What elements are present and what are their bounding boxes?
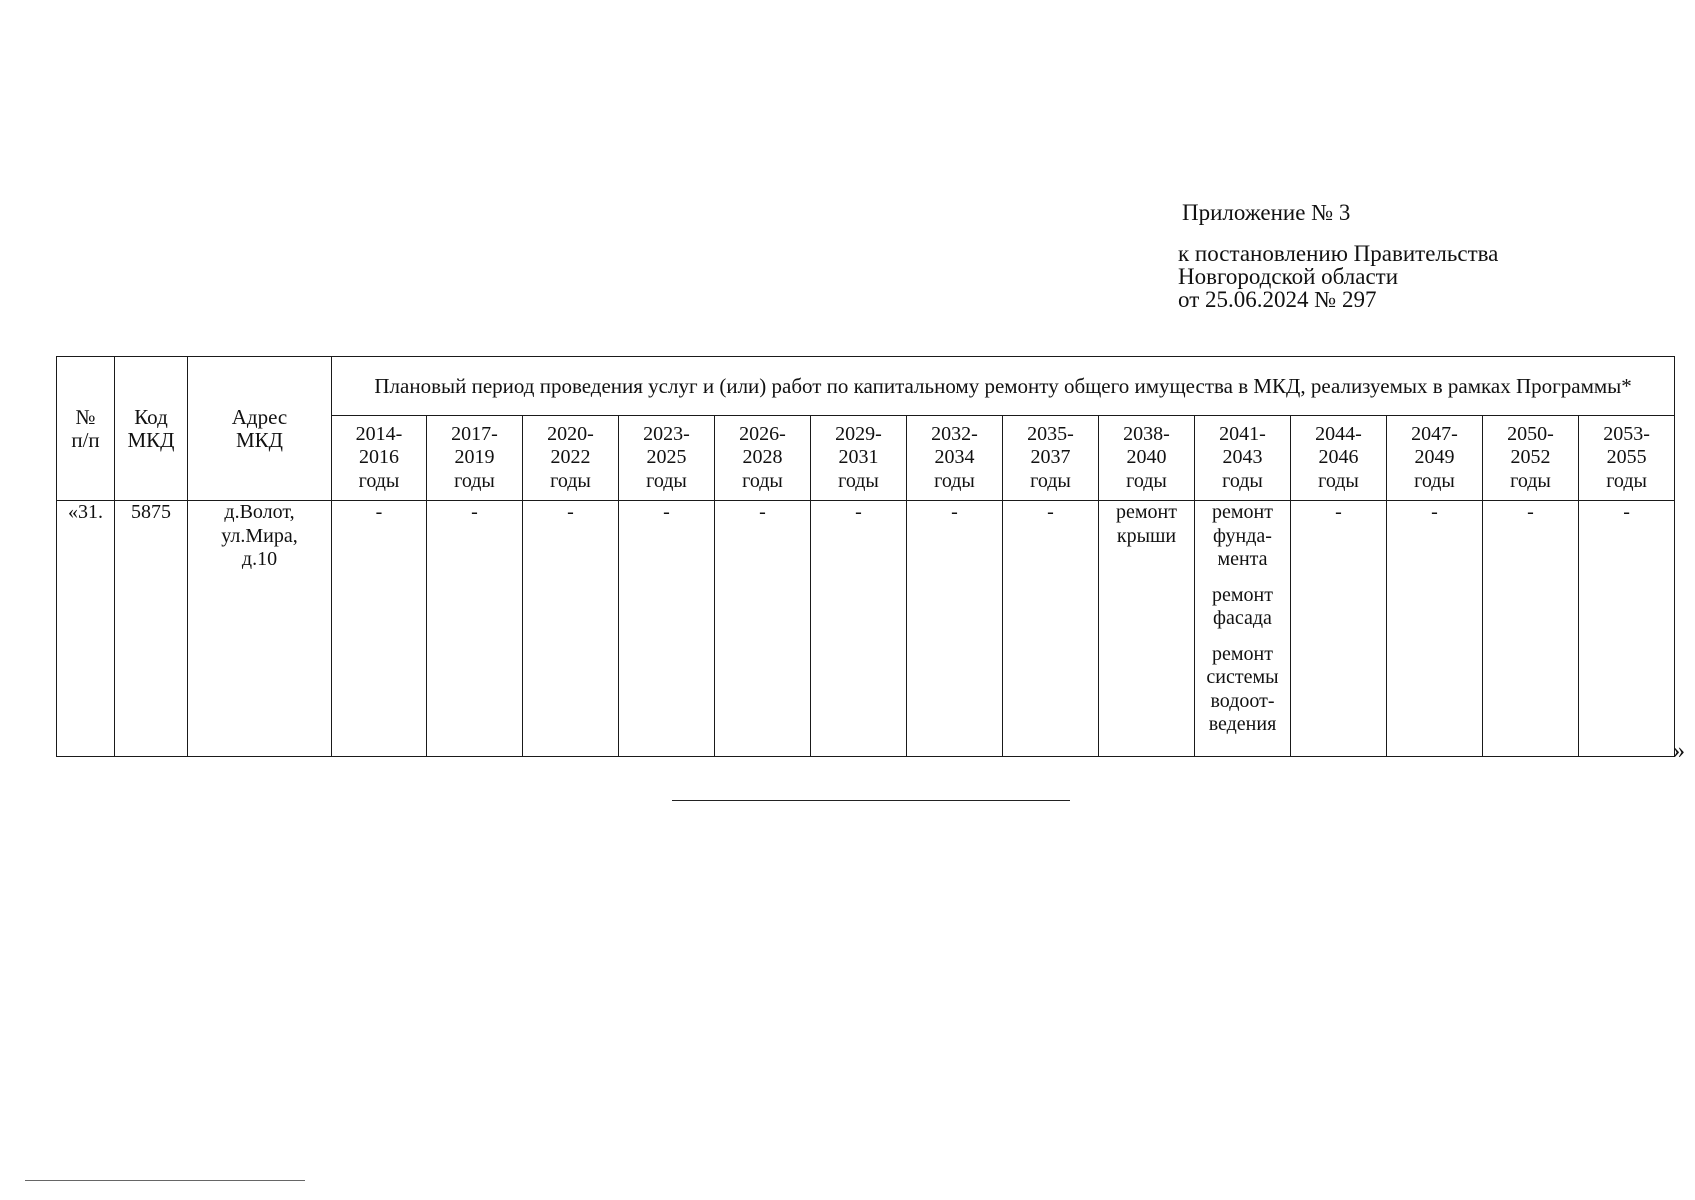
address-line: д.10 [241,548,278,570]
period-line: 2028 [742,446,783,469]
period-header [619,416,715,501]
period-line: 2040 [1126,446,1167,469]
table-row [57,501,1675,757]
resolution-line: от 25.06.2024 № 297 [1178,287,1377,312]
header-address [188,357,332,501]
period-cell-empty: - [907,501,1003,757]
period-header [1291,416,1387,501]
period-cell-empty: - [715,501,811,757]
header-planned-period: Плановый период проведения услуг и (или) работ по капитальному ремонту общего имущества в МКД, реализуемых в рамках Программы* [332,357,1675,416]
resolution-reference [1178,242,1498,311]
period-header [1387,416,1483,501]
period-line: 2034 [934,446,975,469]
period-line: годы [358,469,400,492]
work-item [1195,643,1290,737]
period-header [332,416,427,501]
period-header [1579,416,1675,501]
work-item [1195,501,1290,572]
period-header [1003,416,1099,501]
work-line: мента [1217,548,1268,570]
period-line: 2047- [1411,422,1458,445]
period-cell-empty: - [1579,501,1675,757]
period-cell-works [1099,501,1195,757]
work-line: крыши [1116,524,1177,547]
work-line: ремонт [1116,501,1177,523]
period-line: 2031 [838,446,879,469]
period-line: 2017- [451,422,498,445]
address-line: д.Волот, [224,501,295,523]
period-line: годы [550,469,591,492]
period-line: 2043 [1222,446,1263,469]
work-line: ремонт [1212,642,1273,665]
work-item [1195,584,1290,631]
header-number [57,357,115,501]
period-line: 2026- [739,422,786,445]
period-line: годы [1030,469,1071,492]
period-line: 2053- [1603,422,1650,445]
period-cell-empty: - [427,501,523,757]
period-header [715,416,811,501]
header-code-line: МКД [127,427,175,452]
period-line: годы [742,469,783,492]
period-line: годы [1414,469,1455,492]
period-line: годы [1126,469,1167,492]
period-header [907,416,1003,501]
header-address-line: МКД [235,427,283,452]
period-line: годы [838,469,879,492]
header-code [115,357,188,501]
period-line: 2023- [643,422,690,445]
work-line: системы [1206,666,1279,688]
period-line: годы [1318,469,1359,492]
period-line: 2029- [835,422,882,445]
row-mkd-code: 5875 [115,501,188,757]
period-cell-empty: - [1483,501,1579,757]
row-address [188,501,332,757]
period-line: 2049 [1414,446,1455,469]
period-cell-empty: - [1387,501,1483,757]
period-cell-empty: - [1003,501,1099,757]
resolution-line: к постановлению Правительства [1178,241,1499,266]
period-cell-empty: - [811,501,907,757]
period-cell-empty: - [523,501,619,757]
header-number-line: № [75,404,96,429]
work-item [1099,501,1194,548]
period-cell-empty: - [332,501,427,757]
period-line: 2055 [1606,446,1647,469]
period-line: годы [1222,469,1263,492]
period-line: 2035- [1027,422,1074,445]
address-line: ул.Мира, [221,524,298,547]
period-line: годы [1510,469,1551,492]
work-line: ведения [1208,713,1277,735]
header-code-line: Код [134,404,168,429]
period-cell-empty: - [619,501,715,757]
period-line: годы [454,469,495,492]
appendix-title: Приложение № 3 [1182,200,1351,225]
work-line: ремонт [1212,583,1273,606]
period-line: 2022 [550,446,591,469]
resolution-line: Новгородской области [1178,264,1399,289]
period-line: 2014- [355,422,403,445]
period-line: 2050- [1507,422,1554,445]
divider-line [672,800,1070,801]
period-cell-empty: - [1291,501,1387,757]
period-line: 2020- [547,422,594,445]
period-line: годы [646,469,687,492]
period-header [427,416,523,501]
period-line: 2037 [1030,446,1071,469]
period-header [523,416,619,501]
period-line: 2044- [1315,422,1362,445]
period-line: 2041- [1219,422,1266,445]
period-line: годы [1606,469,1647,492]
period-line: 2052 [1510,446,1551,469]
row-number: «31. [57,501,115,757]
period-cell-works [1195,501,1291,757]
work-line: ремонт [1212,501,1273,523]
header-address-line: Адрес [231,404,288,429]
period-header [1483,416,1579,501]
period-line: 2019 [454,446,495,469]
period-line: 2016 [359,446,399,469]
period-line: 2038- [1123,422,1170,445]
period-line: 2046 [1318,446,1359,469]
period-header [1099,416,1195,501]
period-line: 2025 [646,446,687,469]
closing-quote: » [1673,738,1685,764]
work-line: водоот- [1210,689,1275,712]
period-header [811,416,907,501]
capital-repair-table [56,356,1675,757]
work-line: фунда- [1213,524,1272,547]
period-line: годы [934,469,975,492]
work-line: фасада [1213,607,1272,629]
period-line: 2032- [931,422,978,445]
header-number-line: п/п [71,427,100,452]
footer-rule [25,1180,305,1181]
period-header [1195,416,1291,501]
